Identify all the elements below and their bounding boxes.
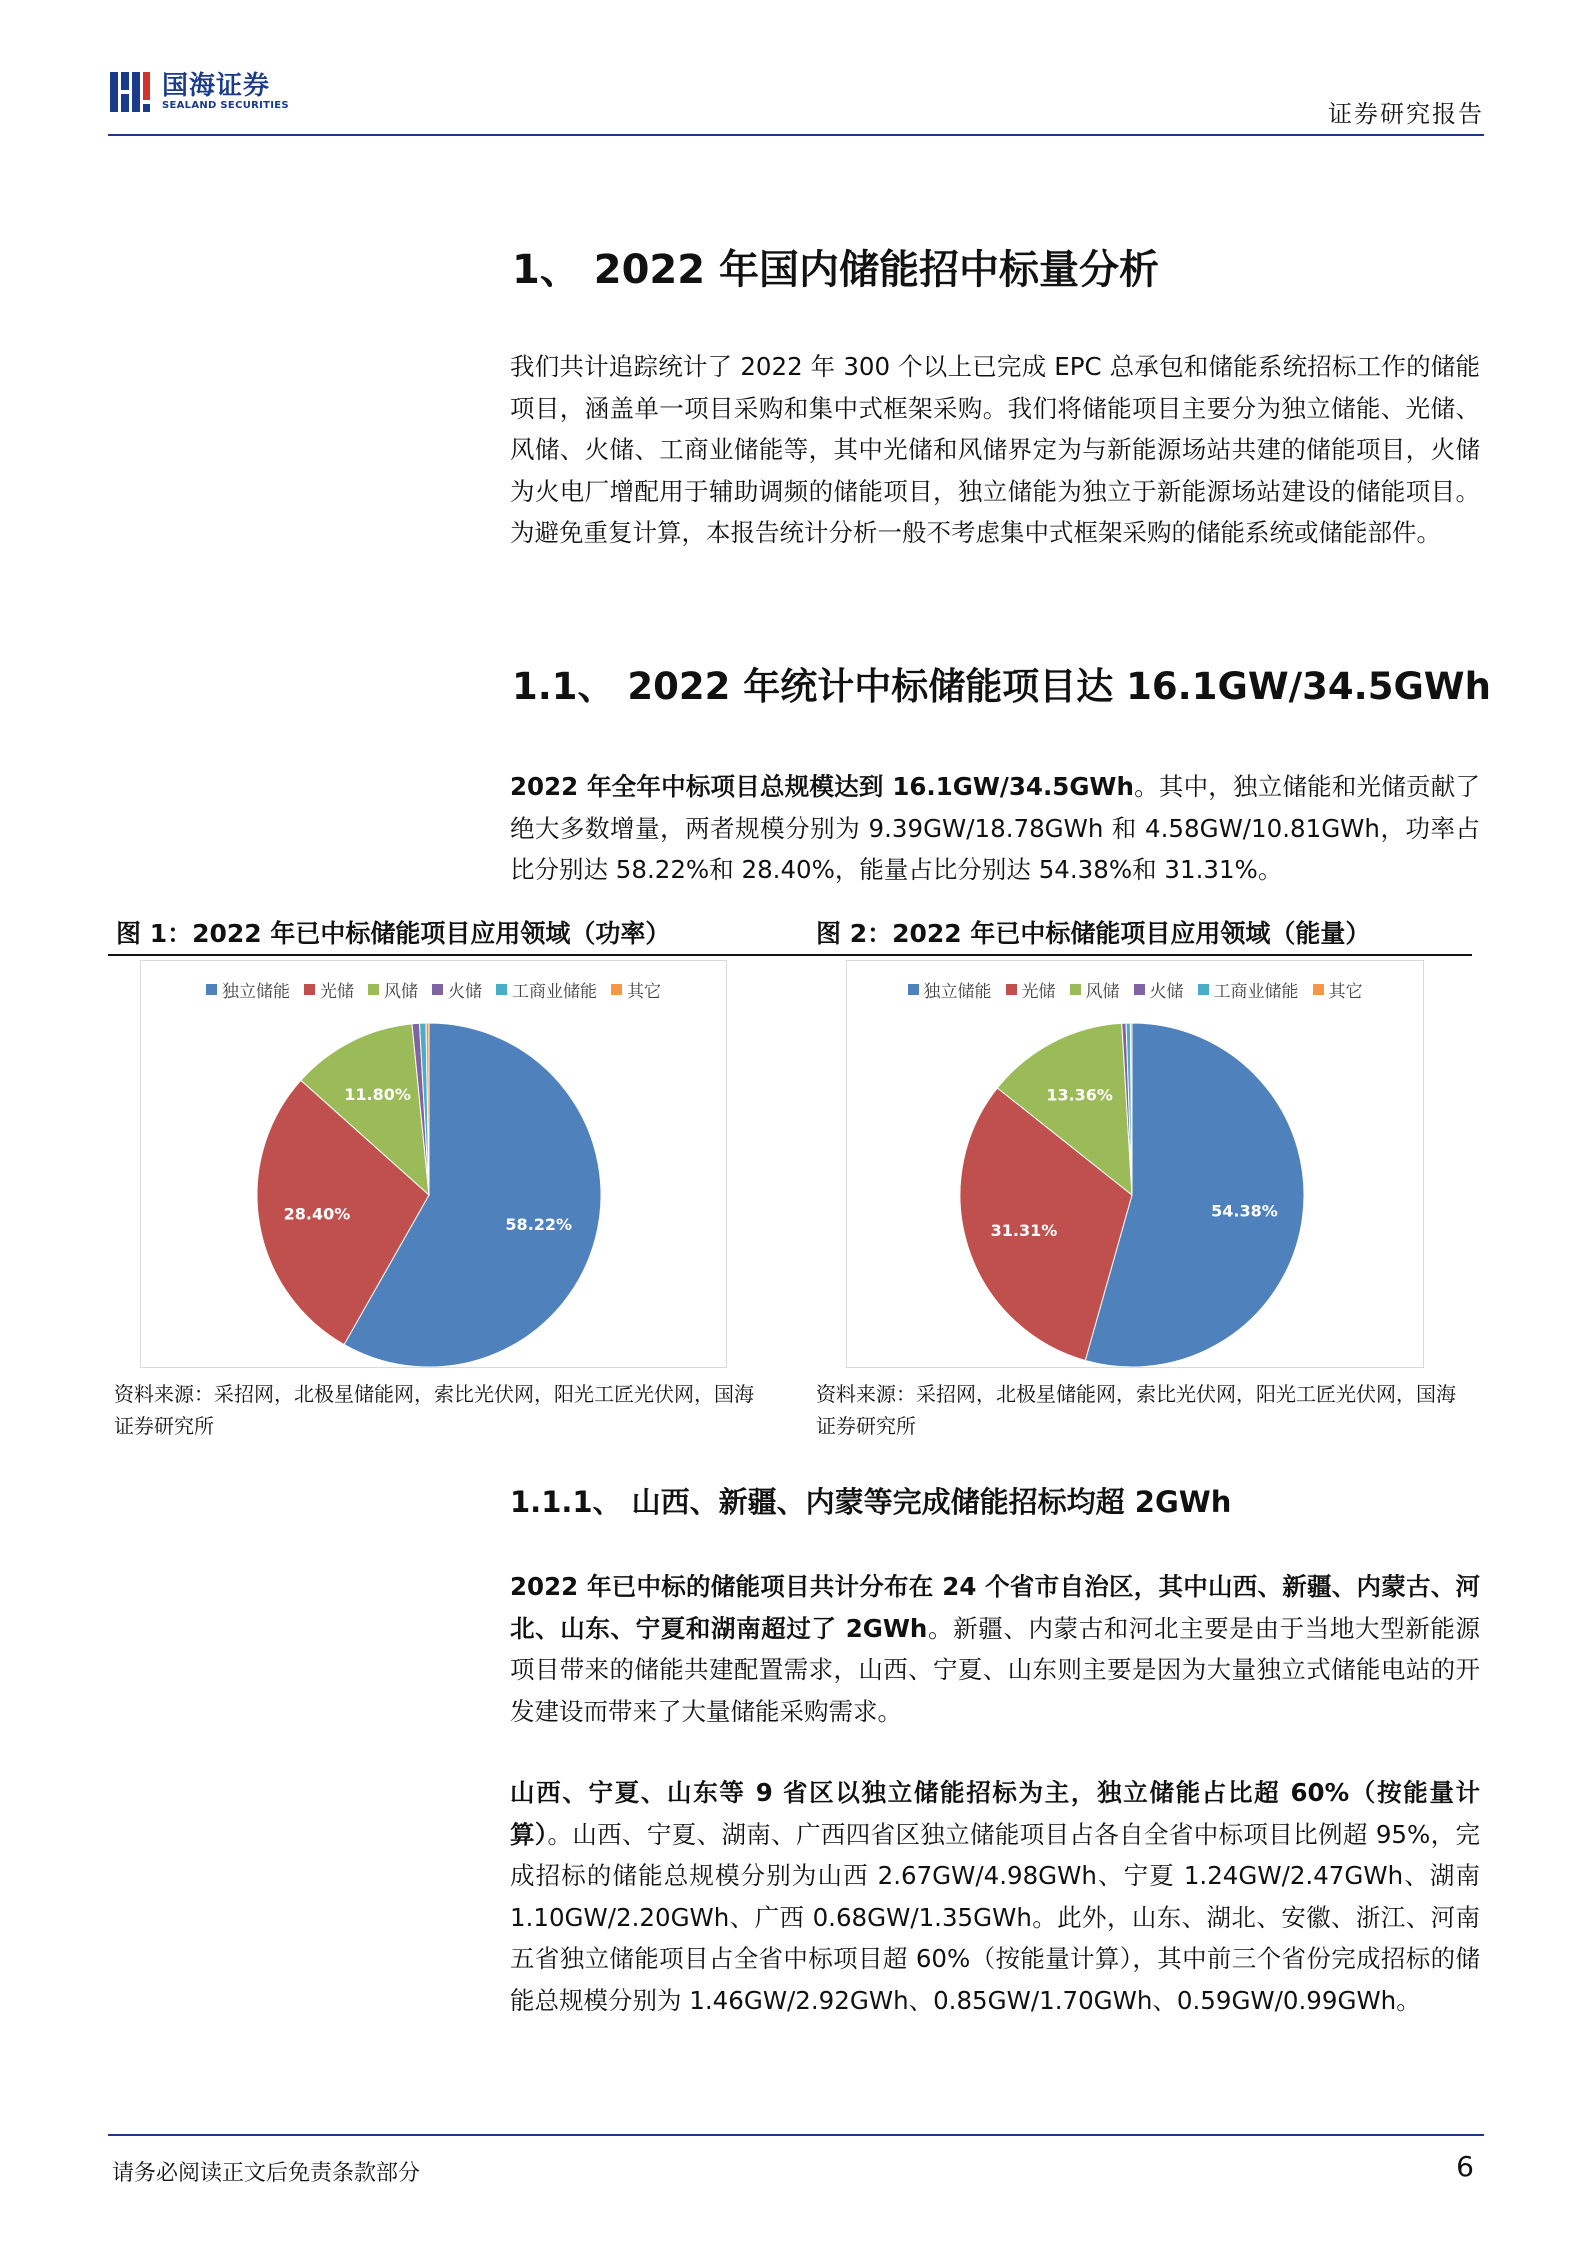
legend-label: 光储 <box>320 982 354 1002</box>
legend-label: 其它 <box>627 982 661 1002</box>
section-1-paragraph: 我们共计追踪统计了 2022 年 300 个以上已完成 EPC 总承包和储能系统招标工作的储能项目，涵盖单一项目采购和集中式框架采购。我们将储能项目主要分为独立储能、光储、风储、火储、工商业储能等，其中光储和风储界定为与新能源场站共建的储能项目，火储为火电厂增配用于辅助调频的储能项目，独立储能为独立于新能源场站建设的储能项目。为避免重复计算，本报告统计分析一般不考虑集中式框架采购的储能系统或储能部件。 <box>510 352 1480 547</box>
figure-1-source: 资料来源：采招网，北极星储能网，索比光伏网，阳光工匠光伏网，国海证券研究所 <box>114 1382 754 1438</box>
figure-title-row <box>108 910 1472 956</box>
section-1-1-body: 。其中，独立储能和光储贡献了绝大多数增量，两者规模分别为 9.39GW/18.78GWh 和 4.58GW/10.81GWh，功率占比分别达 58.22%和 28.40%，能量占比分别达 54.38%和 31.31%。 <box>510 772 1480 884</box>
page-number: 6 <box>1456 2150 1474 2183</box>
section-1-heading: 1、 2022 年国内储能招中标量分析 <box>512 247 1160 293</box>
paragraph-1-body: 。新疆、内蒙古和河北主要是由于当地大型新能源项目带来的储能共建配置需求，山西、宁夏、山东则主要是因为大量独立式储能电站的开发建设而带来了大量储能采购需求。 <box>510 1613 1480 1726</box>
page-header <box>108 58 1484 136</box>
pie-data-label: 54.38% <box>1211 1201 1278 1221</box>
section-1-1-paragraph <box>510 766 1480 891</box>
legend-label: 火储 <box>1149 982 1184 1002</box>
figure-2-chart <box>846 960 1424 1368</box>
legend-label: 工商业储能 <box>512 982 597 1002</box>
legend-label: 风储 <box>1085 982 1120 1002</box>
pie-data-label: 28.40% <box>283 1204 351 1224</box>
section-1-1-bold-lead: 2022 年全年中标项目总规模达到 16.1GW/34.5GWh <box>510 772 1134 801</box>
figure-1-chart <box>140 960 727 1368</box>
section-1-1-1-paragraph-1 <box>510 1566 1480 1732</box>
chart-1-pie <box>141 961 726 1367</box>
pie-data-label: 11.80% <box>344 1084 411 1104</box>
legend-label: 独立储能 <box>923 982 992 1002</box>
legend-label: 工商业储能 <box>1213 982 1299 1002</box>
page-footer <box>108 2134 1484 2186</box>
disclaimer-note: 请务必阅读正文后免责条款部分 <box>112 2161 421 2186</box>
legend-label: 光储 <box>1021 982 1056 1002</box>
legend-label: 独立储能 <box>222 982 290 1002</box>
report-type-label: 证券研究报告 <box>1328 100 1484 128</box>
section-1-1-heading: 1.1、 2022 年统计中标储能项目达 16.1GW/34.5GWh <box>512 665 1491 708</box>
section-1-1-1-paragraph-2 <box>510 1772 1480 2021</box>
logo-icon <box>108 70 152 114</box>
paragraph-2-body: 。山西、宁夏、湖南、广西四省区独立储能项目占各自全省中标项目比例超 95%，完成招标的储能总规模分别为山西 2.67GW/4.98GWh、宁夏 1.24GW/2.47GWh、湖南 1.10GW/2.20GWh、广西 0.68GW/1.35GWh。此外，山东、湖北、安徽、浙江、河南五省独立储能项目占全省中标项目超 60%（按能量计算），其中前三个省份完成招标的储能总规模分别为 1.46GW/2.92GWh、0.85GW/1.70GWh、0.59GW/0.99GWh。 <box>510 1819 1480 2015</box>
figure-2-source: 资料来源：采招网，北极星储能网，索比光伏网，阳光工匠光伏网，国海证券研究所 <box>816 1382 1456 1438</box>
pie-data-label: 13.36% <box>1046 1085 1113 1105</box>
legend-label: 风储 <box>384 982 418 1002</box>
legend-label: 火储 <box>448 982 482 1002</box>
chart-2-pie <box>847 961 1423 1367</box>
section-1-1-1-heading: 1.1.1、 山西、新疆、内蒙等完成储能招标均超 2GWh <box>510 1485 1232 1519</box>
logo-english-name: SEALAND SECURITIES <box>162 100 289 111</box>
company-logo <box>108 70 289 114</box>
figure-2-title: 图 2：2022 年已中标储能项目应用领域（能量） <box>816 919 1371 948</box>
pie-data-label: 31.31% <box>990 1220 1058 1240</box>
legend-label: 其它 <box>1328 982 1363 1002</box>
pie-data-label: 58.22% <box>505 1214 573 1234</box>
paragraph-2-bold-lead: 山西、宁夏、山东等 9 省区以独立储能招标为主，独立储能占比超 60%（按能量计算） <box>510 1778 1480 1849</box>
figure-1-title: 图 1：2022 年已中标储能项目应用领域（功率） <box>116 919 671 948</box>
paragraph-1-bold-lead: 2022 年已中标的储能项目共计分布在 24 个省市自治区，其中山西、新疆、内蒙古、河北、山东、宁夏和湖南超过了 2GWh <box>510 1572 1480 1643</box>
logo-chinese-name: 国海证券 <box>162 71 271 101</box>
